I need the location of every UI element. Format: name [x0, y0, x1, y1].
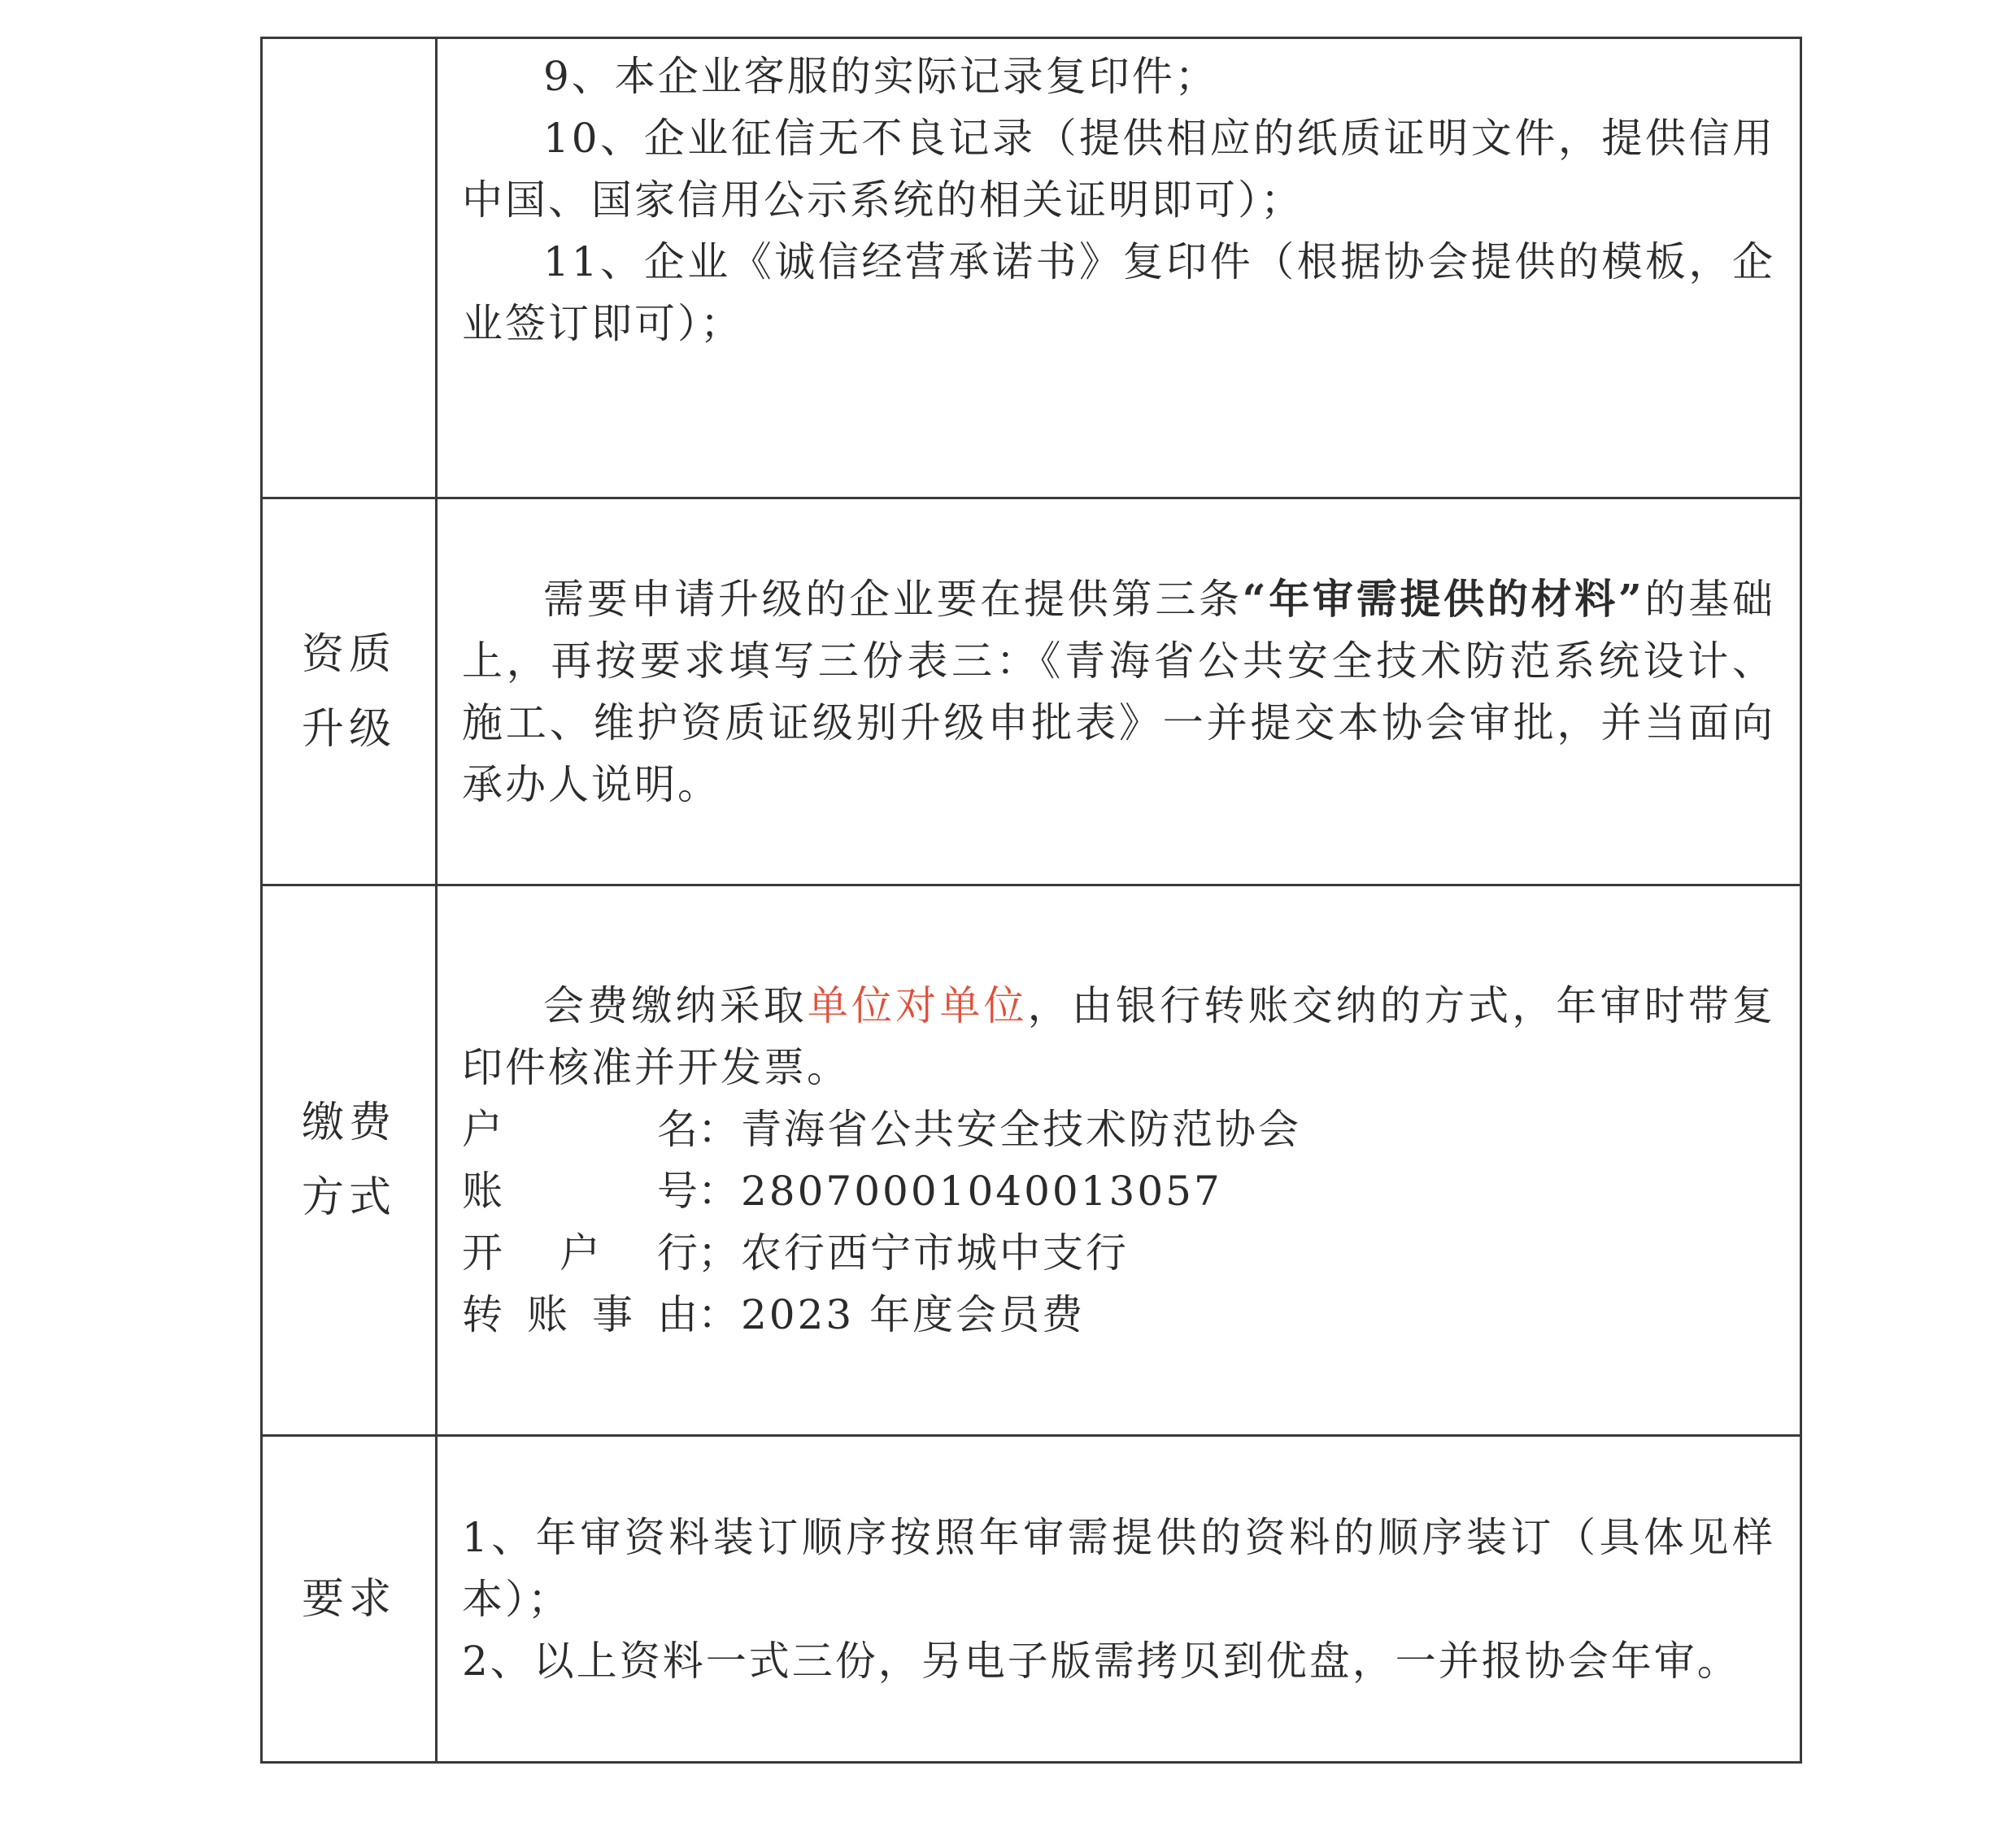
bank-row: [462, 1222, 1775, 1284]
requirements-table: [260, 37, 1802, 1764]
material-item-10: 10、企业征信无不良记录（提供相应的纸质证明文件，提供信用中国、国家信用公示系统的相关证明即可）；: [462, 115, 1775, 224]
requirement-item-1: 1、年审资料装订顺序按照年审需提供的资料的顺序装订（具体见样本）；: [462, 1513, 1775, 1623]
materials-label-cell: [262, 38, 437, 498]
requirements-label-cell: 要求: [262, 1436, 437, 1763]
transfer-reason-label: 转账事由: [462, 1291, 698, 1338]
materials-content-cell: [437, 38, 1801, 498]
payment-row: [262, 885, 1801, 1436]
transfer-reason-sep: ：: [698, 1291, 741, 1338]
transfer-reason-row: [462, 1284, 1775, 1346]
payment-text-after: ，由银行转账交纳的方式，年审时带复印件核准并开发票。: [462, 982, 1776, 1091]
upgrade-content-cell: [437, 498, 1801, 885]
account-number-label: 账号: [462, 1168, 698, 1215]
upgrade-paragraph: [462, 568, 1775, 816]
account-number-row: [462, 1160, 1775, 1222]
requirements-content-cell: [437, 1436, 1801, 1763]
payment-label-line1: 缴费: [301, 1098, 396, 1147]
upgrade-text-bold: “年审需提供的材料”: [1242, 574, 1644, 623]
material-item-9: 9、本企业客服的实际记录复印件；: [543, 53, 1218, 100]
upgrade-label-line1: 资质: [301, 629, 396, 679]
transfer-reason-value: 2023 年度会员费: [741, 1291, 1086, 1338]
bank-value: 农行西宁市城中支行: [741, 1229, 1129, 1277]
account-name-row: [462, 1098, 1775, 1160]
upgrade-text-before: 需要申请升级的企业要在提供第三条: [543, 575, 1243, 623]
account-name-label: 户名: [462, 1106, 698, 1153]
requirements-row: [262, 1436, 1801, 1763]
account-number-sep: ：: [698, 1168, 741, 1215]
bank-label: 开户行: [462, 1229, 698, 1277]
payment-content-cell: [437, 885, 1801, 1436]
payment-text-highlight: 单位对单位: [807, 982, 1028, 1029]
materials-row: [262, 38, 1801, 498]
account-number-value: 28070001040013057: [741, 1168, 1222, 1215]
material-item-11: 11、企业《诚信经营承诺书》复印件（根据协会提供的模板，企业签订即可）；: [462, 238, 1775, 347]
upgrade-label-cell: [262, 498, 437, 885]
upgrade-text-after: 的基础上，再按要求填写三份表三：《青海省公共安全技术防范系统设计、施工、维护资质证级别升级申批表》一并提交本协会审批，并当面向承办人说明。: [462, 575, 1776, 808]
payment-label-line2: 方式: [301, 1173, 396, 1222]
upgrade-row: [262, 498, 1801, 885]
payment-text-before: 会费缴纳采取: [543, 982, 808, 1029]
account-name-value: 青海省公共安全技术防范协会: [741, 1106, 1301, 1153]
requirement-item-2: 2、以上资料一式三份，另电子版需拷贝到优盘，一并报协会年审。: [462, 1637, 1740, 1685]
upgrade-label-line2: 升级: [301, 704, 396, 754]
payment-label-cell: [262, 885, 437, 1436]
payment-paragraph: [462, 975, 1775, 1098]
account-name-sep: ：: [698, 1106, 741, 1153]
bank-sep: ；: [698, 1229, 741, 1277]
